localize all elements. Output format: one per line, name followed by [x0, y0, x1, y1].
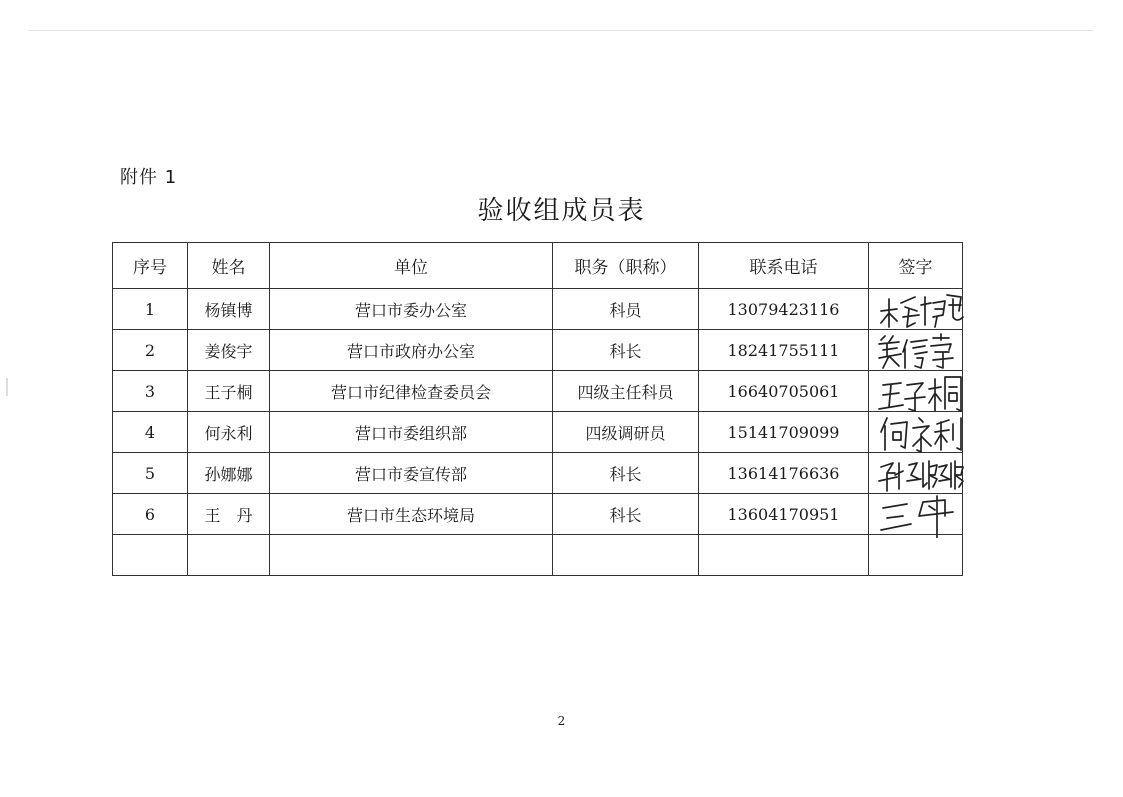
cell-no: 5 [113, 453, 188, 494]
cell-phone: 18241755111 [699, 330, 869, 371]
cell-name: 王 丹 [188, 494, 270, 535]
cell-no: 6 [113, 494, 188, 535]
table-row [113, 289, 963, 330]
table-row [113, 412, 963, 453]
cell-position: 科员 [553, 289, 699, 330]
cell-position: 科长 [553, 453, 699, 494]
cell-no: 2 [113, 330, 188, 371]
cell-position: 四级调研员 [553, 412, 699, 453]
cell-phone: 13614176636 [699, 453, 869, 494]
cell-empty [188, 535, 270, 576]
cell-empty [699, 535, 869, 576]
cell-empty [553, 535, 699, 576]
table-row [113, 494, 963, 535]
scan-mark [6, 378, 8, 396]
table-row [113, 330, 963, 371]
attachment-label: 附件 1 [120, 167, 178, 188]
header-signature: 签字 [869, 243, 963, 289]
cell-name: 何永利 [188, 412, 270, 453]
cell-name: 孙娜娜 [188, 453, 270, 494]
header-phone: 联系电话 [699, 243, 869, 289]
cell-no: 4 [113, 412, 188, 453]
header-no: 序号 [113, 243, 188, 289]
cell-empty [270, 535, 553, 576]
cell-unit: 营口市政府办公室 [270, 330, 553, 371]
handwritten-signature [875, 486, 965, 538]
cell-position: 科长 [553, 494, 699, 535]
cell-unit: 营口市委组织部 [270, 412, 553, 453]
cell-phone: 13079423116 [699, 289, 869, 330]
cell-phone: 15141709099 [699, 412, 869, 453]
cell-name: 杨镇博 [188, 289, 270, 330]
cell-no: 1 [113, 289, 188, 330]
cell-empty [869, 535, 963, 576]
table-header-row [113, 243, 963, 289]
cell-name: 姜俊宇 [188, 330, 270, 371]
cell-no: 3 [113, 371, 188, 412]
cell-phone: 13604170951 [699, 494, 869, 535]
header-unit: 单位 [270, 243, 553, 289]
table-row-empty [113, 535, 963, 576]
header-name: 姓名 [188, 243, 270, 289]
cell-name: 王子桐 [188, 371, 270, 412]
table-row [113, 453, 963, 494]
cell-unit: 营口市纪律检查委员会 [270, 371, 553, 412]
page-number: 2 [557, 714, 566, 728]
cell-empty [113, 535, 188, 576]
cell-unit: 营口市委宣传部 [270, 453, 553, 494]
document-title: 验收组成员表 [477, 196, 646, 226]
cell-phone: 16640705061 [699, 371, 869, 412]
cell-unit: 营口市委办公室 [270, 289, 553, 330]
member-table [112, 242, 963, 576]
cell-signature [869, 494, 963, 535]
header-position: 职务（职称） [553, 243, 699, 289]
table-row [113, 371, 963, 412]
cell-position: 科长 [553, 330, 699, 371]
cell-position: 四级主任科员 [553, 371, 699, 412]
cell-unit: 营口市生态环境局 [270, 494, 553, 535]
scan-edge-line [28, 30, 1093, 31]
